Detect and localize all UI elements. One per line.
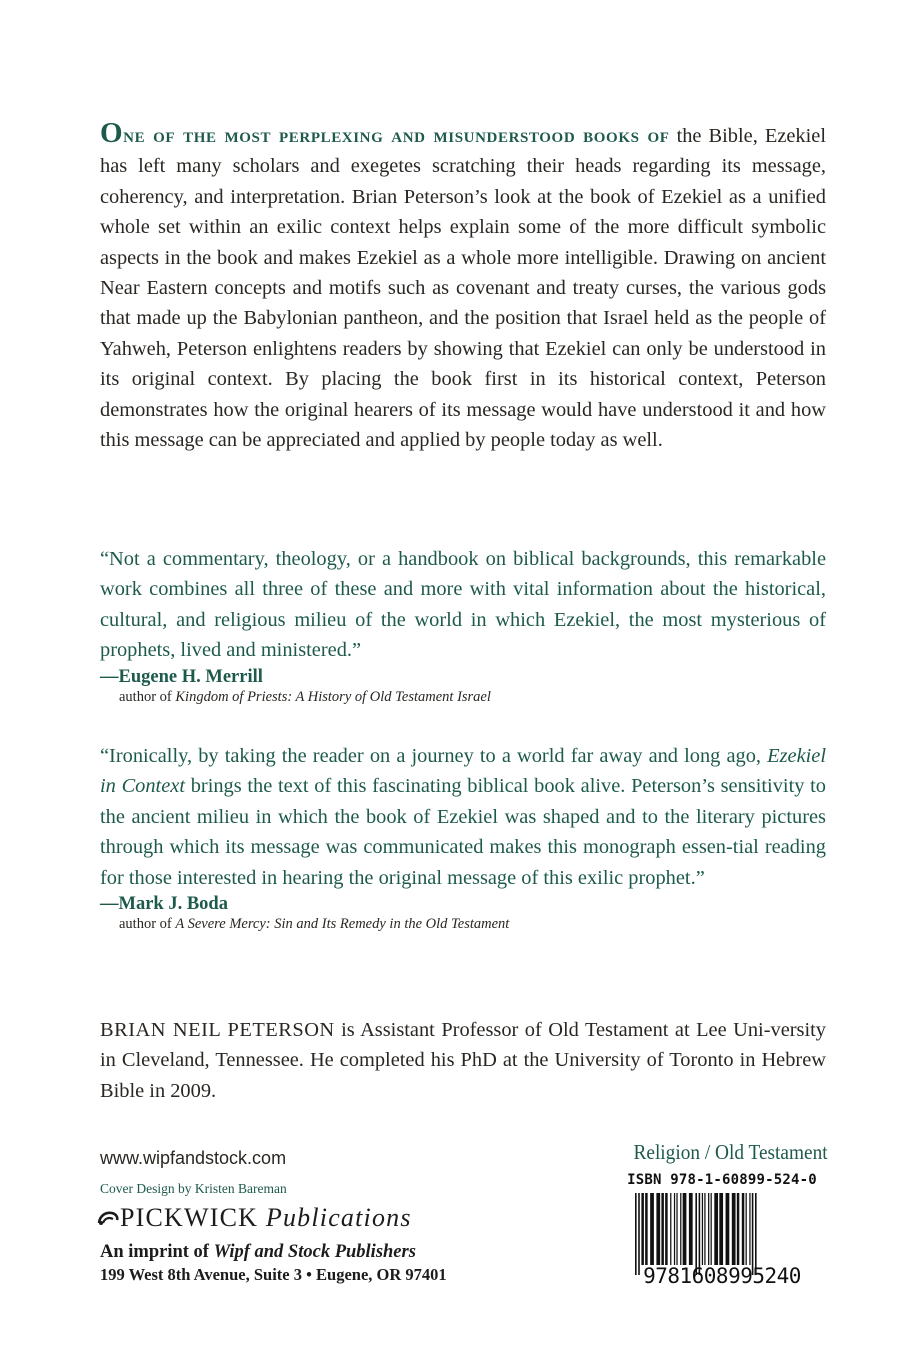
author-prefix: author of	[119, 916, 176, 933]
book-description	[100, 118, 826, 455]
lead-initial: O	[100, 117, 124, 149]
endorsement-source	[100, 688, 826, 706]
barcode-bar	[704, 1193, 705, 1265]
barcode-bar	[676, 1193, 677, 1265]
barcode-bar	[641, 1193, 644, 1265]
publisher-name: PICKWICK	[120, 1203, 259, 1232]
barcode-bar	[755, 1193, 757, 1275]
barcode-bar	[714, 1193, 718, 1265]
barcode-bar	[749, 1193, 750, 1265]
endorsement-text: “Not a commentary, theology, or a handbook on biblical backgrounds, this remarkable work combines all three of these and more with vital information about the historical, cultural, and religious milieu of the world in which Ezekiel, the most mysterious of prophets, lived and ministered.”	[100, 548, 826, 662]
imprint-line	[100, 1242, 416, 1263]
endorsement-text-before: “Ironically, by taking the reader on a journey to a world far away and long ago,	[100, 745, 768, 767]
source-title: A Severe Mercy: Sin and Its Remedy in the Old Testament	[175, 916, 510, 933]
barcode-bar	[689, 1193, 693, 1265]
endorsement-boda	[100, 741, 826, 933]
barcode-bar	[711, 1193, 712, 1265]
endorsement-book-title: Ezekiel in Context	[100, 745, 826, 798]
pickwick-logo-icon	[97, 1209, 119, 1227]
imprint-name: Wipf and Stock Publishers	[213, 1242, 416, 1262]
barcode-bar	[702, 1193, 703, 1265]
barcode-bar	[719, 1193, 723, 1265]
imprint-prefix: An imprint of	[100, 1242, 214, 1262]
barcode-bar	[695, 1193, 697, 1275]
barcode-bar	[737, 1193, 740, 1265]
barcode-bar	[699, 1193, 701, 1275]
publisher-address: 199 West 8th Avenue, Suite 3 • Eugene, OR 97401	[100, 1265, 447, 1284]
barcode-bar	[638, 1193, 640, 1275]
endorsement-text-after: brings the text of this fascinating biblical book alive. Peterson’s sensitivity to the ancient milieu in which the book of Ezekiel was shaped and to the literary pictures through which its message was communicated makes this monograph essen-tial reading for those interested in hearing the original message of this exilic prophet.”	[100, 775, 826, 889]
barcode-icon	[619, 1193, 825, 1275]
endorsement-source	[100, 915, 826, 933]
barcode-bar	[726, 1193, 730, 1265]
barcode-bar	[665, 1193, 668, 1265]
barcode-bar	[670, 1193, 671, 1265]
barcode-bar	[656, 1193, 660, 1265]
barcode-bar	[661, 1193, 664, 1265]
author-prefix: author of	[119, 688, 176, 705]
endorsement-merrill	[100, 544, 826, 706]
publisher-url[interactable]: www.wipfandstock.com	[100, 1148, 287, 1168]
ean-digits: 9781608995240	[643, 1264, 801, 1288]
barcode-bar	[635, 1193, 637, 1275]
barcode-bar	[650, 1193, 654, 1265]
barcode-bar	[680, 1193, 681, 1265]
barcode-bar	[732, 1193, 736, 1265]
barcode-bar	[752, 1193, 754, 1275]
description-body: the Bible, Ezekiel has left many scholars and exegetes scratching their heads regarding its message, coherency, and interpretation. Brian Peterson’s look at the book of Ezekiel as a unified whole set within an exilic context helps explain some of the more difficult symbolic aspects in the book and makes Ezekiel as a whole more intelligible. Drawing on ancient Near Eastern concepts and motifs such as covenant and treaty curses, the various gods that made up the Babylonian pantheon, and the position that Israel held as the people of Yahweh, Peterson enlightens readers by showing that Ezekiel can only be understood in its original context. By placing the book first in its historical context, Peterson demonstrates how the original hearers of its message would have understood it and how this message can be appreciated and applied by people today as well.	[100, 125, 826, 452]
barcode-bar	[708, 1193, 709, 1265]
bio-text: is Assistant Professor of Old Testament at Lee Uni-versity in Cleveland, Tennessee. He completed his PhD at the University of Toronto in Hebrew Bible in 2009.	[100, 1019, 827, 1102]
author-bio	[100, 1015, 826, 1106]
description-lead	[100, 117, 670, 149]
publisher-logo	[97, 1203, 412, 1233]
endorsement-author: —Mark J. Boda	[100, 894, 228, 915]
barcode-block	[619, 1171, 825, 1296]
endorsement-author: —Eugene H. Merrill	[100, 666, 263, 687]
lead-rest: ne of the most perplexing and misunderstood books of	[123, 123, 670, 147]
barcode-bar	[674, 1193, 675, 1265]
barcode-bar	[645, 1193, 648, 1265]
book-category: Religion / Old Testament	[633, 1140, 828, 1164]
bio-author-name: BRIAN NEIL PETERSON	[100, 1019, 335, 1041]
barcode-bar	[742, 1193, 745, 1265]
barcode-bar	[683, 1193, 687, 1265]
cover-design-credit: Cover Design by Kristen Bareman	[100, 1181, 287, 1196]
barcode-bar	[746, 1193, 747, 1265]
source-title: Kingdom of Priests: A History of Old Testament Israel	[175, 688, 491, 705]
publisher-series: Publications	[265, 1203, 412, 1232]
isbn-label: ISBN 978-1-60899-524-0	[627, 1172, 817, 1188]
